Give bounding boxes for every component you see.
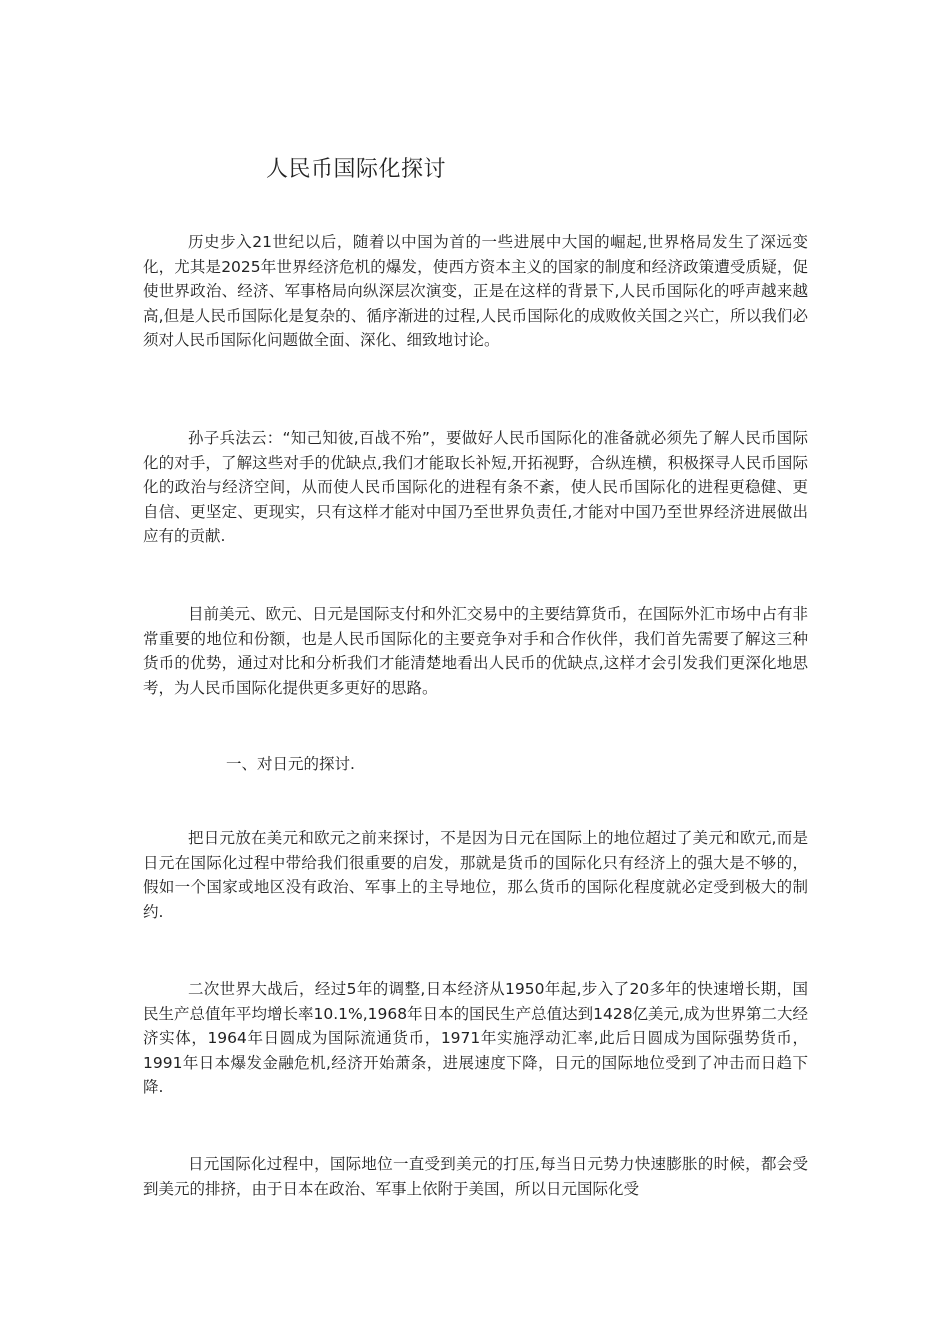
paragraph-intro: 历史步入21世纪以后，随着以中国为首的一些进展中大国的崛起,世界格局发生了深远变化，尤其是2025年世界经济危机的爆发，使西方资本主义的国家的制度和经济政策遭受质疑，促使世界政治、经济、军事格局向纵深层次演变，正是在这样的背景下,人民币国际化的呼声越来越高,但是人民币国际化是复杂的、循序渐进的过程,人民币国际化的成败攸关国之兴亡，所以我们必须对人民币国际化问题做全面、深化、细致地讨论。 xyxy=(143,233,808,349)
document-title: 人民币国际化探讨 xyxy=(266,157,447,182)
paragraph-currencies: 目前美元、欧元、日元是国际支付和外汇交易中的主要结算货币，在国际外汇市场中占有非常重要的地位和份额，也是人民币国际化的主要竞争对手和合作伙伴，我们首先需要了解这三种货币的优势，通过对比和分析我们才能清楚地看出人民币的优缺点,这样才会引发我们更深化地思考，为人民币国际化提供更多更好的思路。 xyxy=(143,605,808,697)
paragraph-yen-intro: 把日元放在美元和欧元之前来探讨，不是因为日元在国际上的地位超过了美元和欧元,而是日元在国际化过程中带给我们很重要的启发，那就是货币的国际化只有经济上的强大是不够的，假如一个国家或地区没有政治、军事上的主导地位，那么货币的国际化程度就必定受到极大的制约. xyxy=(143,829,808,921)
paragraph-yen-history: 二次世界大战后，经过5年的调整,日本经济从1950年起,步入了20多年的快速增长期，国民生产总值年平均增长率10.1%,1968年日本的国民生产总值达到1428亿美元,成为世界第二大经济实体，1964年日圆成为国际流通货币，1971年实施浮动汇率,此后日圆成为国际强势货币，1991年日本爆发金融危机,经济开始萧条，进展速度下降，日元的国际地位受到了冲击而日趋下降. xyxy=(143,980,808,1096)
section-heading-yen: 一、对日元的探讨. xyxy=(226,755,355,773)
paragraph-yen-usd: 日元国际化过程中，国际地位一直受到美元的打压,每当日元势力快速膨胀的时候，都会受到美元的排挤，由于日本在政治、军事上依附于美国，所以日元国际化受 xyxy=(143,1155,808,1198)
paragraph-sunzi: 孙子兵法云：“知己知彼,百战不殆”，要做好人民币国际化的准备就必须先了解人民币国际化的对手，了解这些对手的优缺点,我们才能取长补短,开拓视野，合纵连横，积极探寻人民币国际化的政治与经济空间，从而使人民币国际化的进程有条不紊，使人民币国际化的进程更稳健、更自信、更坚定、更现实，只有这样才能对中国乃至世界负责任,才能对中国乃至世界经济进展做出应有的贡献. xyxy=(143,429,808,545)
